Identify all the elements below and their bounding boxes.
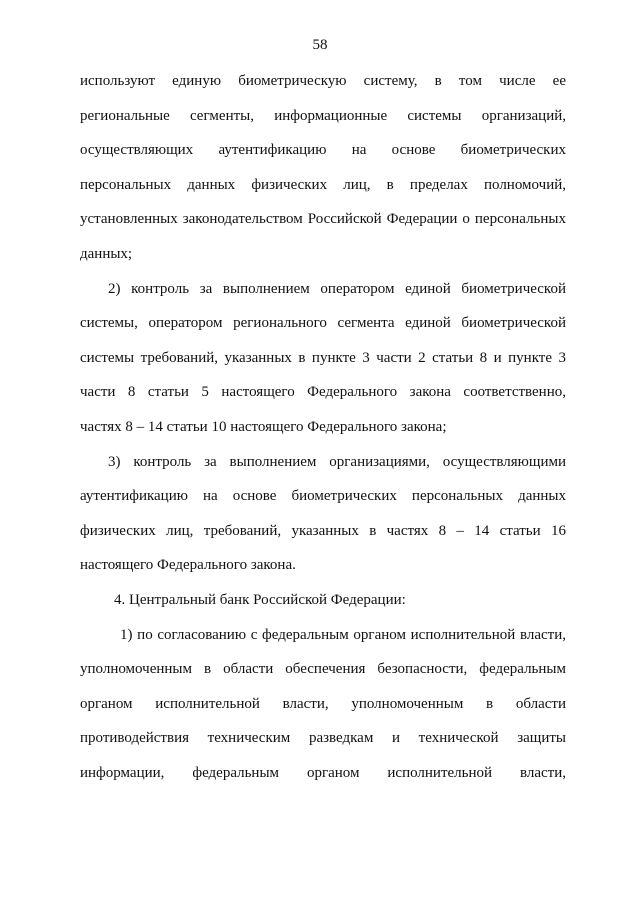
text-line: используют единую биометрическую систему, в том числе ее: [80, 73, 566, 89]
text-line: данных;: [80, 245, 133, 262]
text-line: частях 8 – 14 статьи 10 настоящего Федерального закона;: [80, 418, 447, 435]
page-number: 58: [312, 37, 328, 53]
text-line: уполномоченным в области обеспечения безопасности, федеральным: [80, 661, 566, 678]
text-line: части 8 статьи 5 настоящего Федерального закона соответственно,: [80, 384, 566, 401]
text-line: 1) по согласованию с федеральным органом исполнительной власти,: [120, 626, 566, 643]
text-line: настоящего Федерального закона.: [80, 557, 296, 574]
text-line: осуществляющих аутентификацию на основе биометрических: [80, 142, 566, 159]
text-line: 4. Центральный банк Российской Федерации:: [114, 591, 406, 608]
body-text: [80, 72, 566, 798]
text-line: противодействия техническим разведкам и технической защиты: [80, 730, 566, 747]
text-line: физических лиц, требований, указанных в частях 8 – 14 статьи 16: [80, 522, 566, 539]
text-line: персональных данных физических лиц, в пределах полномочий,: [80, 176, 566, 193]
text-line: органом исполнительной власти, уполномоченным в области: [80, 695, 566, 712]
text-line: установленных законодательством Российской Федерации о персональных: [80, 211, 566, 228]
text-line: информации, федеральным органом исполнительной власти,: [80, 764, 566, 781]
text-line: системы, оператором регионального сегмента единой биометрической: [80, 315, 566, 332]
text-line: 3) контроль за выполнением организациями, осуществляющими: [108, 453, 566, 470]
text-line: аутентификацию на основе биометрических персональных данных: [80, 488, 566, 505]
text-line: системы требований, указанных в пункте 3 части 2 статьи 8 и пункте 3: [80, 349, 566, 366]
text-line: 2) контроль за выполнением оператором единой биометрической: [108, 280, 566, 297]
text-line: региональные сегменты, информационные системы организаций,: [80, 107, 566, 124]
